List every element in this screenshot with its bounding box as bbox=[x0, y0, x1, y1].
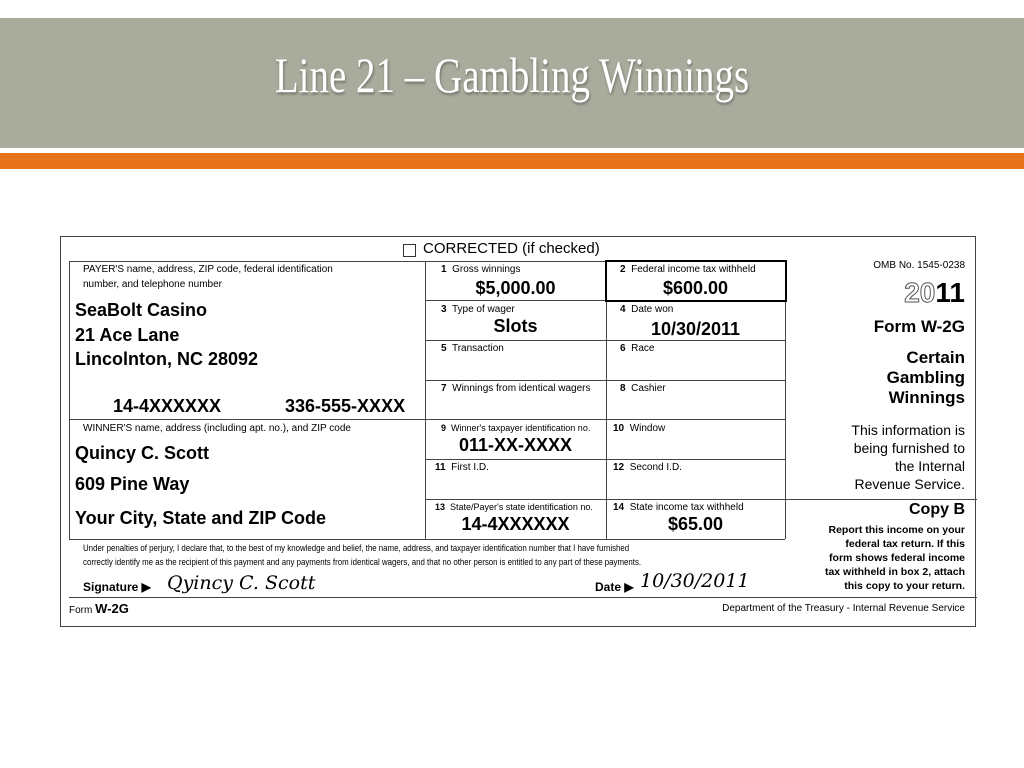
box5-label: 5 Transaction bbox=[441, 343, 504, 354]
form-subtitle-2: Gambling bbox=[886, 368, 965, 387]
form-subtitle-1: Certain bbox=[906, 348, 965, 367]
signature-value[interactable]: Qyincy C. Scott bbox=[167, 572, 316, 594]
grid-line bbox=[425, 261, 426, 539]
copy-note-1: Report this income on your bbox=[828, 524, 965, 536]
info-line-4: Revenue Service. bbox=[854, 476, 965, 492]
corrected-label: CORRECTED (if checked) bbox=[423, 240, 600, 257]
tax-year-outline: 20 bbox=[904, 277, 936, 308]
winner-city: Your City, State and ZIP Code bbox=[75, 508, 327, 528]
box9-value: 011-XX-XXXX bbox=[458, 435, 573, 455]
box8-label: 8 Cashier bbox=[620, 383, 666, 394]
winner-name: Quincy C. Scott bbox=[75, 443, 210, 463]
payer-label-line2: number, and telephone number bbox=[83, 279, 222, 290]
copy-note-5: this copy to your return. bbox=[844, 580, 965, 592]
winner-label: WINNER'S name, address (including apt. no.), and ZIP code bbox=[83, 423, 351, 434]
box12-label: 12 Second I.D. bbox=[613, 462, 682, 473]
box3-value: Slots bbox=[493, 316, 538, 336]
box7-label: 7 Winnings from identical wagers bbox=[441, 383, 591, 394]
tax-year-bold: 11 bbox=[935, 277, 965, 308]
box1-label: 1 Gross winnings bbox=[441, 264, 521, 275]
box4-label: 4 Date won bbox=[620, 304, 674, 315]
box14-value: $65.00 bbox=[667, 514, 724, 534]
date-label: Date ▶ bbox=[595, 580, 634, 594]
box10-label: 10 Window bbox=[613, 423, 666, 434]
w2g-form bbox=[60, 236, 976, 627]
signature-label: Signature ▶ bbox=[83, 580, 151, 594]
copy-note-2: federal tax return. If this bbox=[845, 538, 965, 550]
box9-label: 9 Winner's taxpayer identification no. bbox=[441, 423, 591, 433]
perjury-line-2: correctly identify me as the recipient of this payment and any payments from identical wagers, and that no other person is entitled to any part of these payments. bbox=[83, 557, 642, 567]
box13-label: 13 State/Payer's state identification no. bbox=[435, 502, 593, 512]
box6-label: 6 Race bbox=[620, 343, 655, 354]
box4-value: 10/30/2011 bbox=[650, 319, 741, 339]
footer-dept: Department of the Treasury - Internal Revenue Service bbox=[722, 603, 965, 614]
perjury-line-1: Under penalties of perjury, I declare that, to the best of my knowledge and belief, the name, address, and taxpayer identification number that I have furnished bbox=[83, 543, 630, 553]
copy-label: Copy B bbox=[909, 501, 965, 518]
info-line-2: being furnished to bbox=[853, 440, 965, 456]
date-value[interactable]: 10/30/2011 bbox=[640, 570, 750, 592]
omb-number: OMB No. 1545-0238 bbox=[873, 260, 965, 271]
accent-bar bbox=[0, 153, 1024, 169]
grid-line bbox=[69, 261, 70, 539]
payer-label-line1: PAYER'S name, address, ZIP code, federal identification bbox=[83, 264, 333, 275]
copy-note-4: tax withheld in box 2, attach bbox=[824, 566, 965, 578]
grid-line bbox=[785, 261, 786, 539]
payer-phone: 336-555-XXXX bbox=[285, 396, 406, 416]
info-line-3: the Internal bbox=[894, 458, 965, 474]
grid-line bbox=[606, 261, 607, 539]
form-name: Form W-2G bbox=[873, 317, 965, 336]
payer-fein: 14-4XXXXXX bbox=[113, 396, 222, 416]
box3-label: 3 Type of wager bbox=[441, 304, 515, 315]
copy-note-3: form shows federal income bbox=[829, 552, 965, 564]
payer-street: 21 Ace Lane bbox=[75, 325, 180, 345]
payer-city: Lincolnton, NC 28092 bbox=[75, 349, 259, 369]
grid-line bbox=[69, 419, 785, 420]
box11-label: 11 First I.D. bbox=[435, 462, 489, 473]
box1-value: $5,000.00 bbox=[475, 278, 556, 298]
grid-line bbox=[69, 597, 977, 598]
box13-value: 14-4XXXXXX bbox=[461, 514, 570, 534]
slide-title: Line 21 – Gambling Winnings bbox=[274, 47, 750, 103]
box2-value: $600.00 bbox=[662, 278, 729, 298]
footer-form: Form W-2G bbox=[69, 601, 129, 616]
form-subtitle-3: Winnings bbox=[888, 388, 965, 407]
corrected-checkbox[interactable] bbox=[403, 244, 416, 257]
winner-street: 609 Pine Way bbox=[75, 474, 190, 494]
info-line-1: This information is bbox=[851, 422, 965, 438]
payer-name: SeaBolt Casino bbox=[75, 300, 208, 320]
tax-year bbox=[787, 277, 965, 309]
box14-label: 14 State income tax withheld bbox=[613, 502, 744, 513]
box2-label: 2 Federal income tax withheld bbox=[620, 264, 756, 275]
grid-line bbox=[69, 539, 785, 540]
